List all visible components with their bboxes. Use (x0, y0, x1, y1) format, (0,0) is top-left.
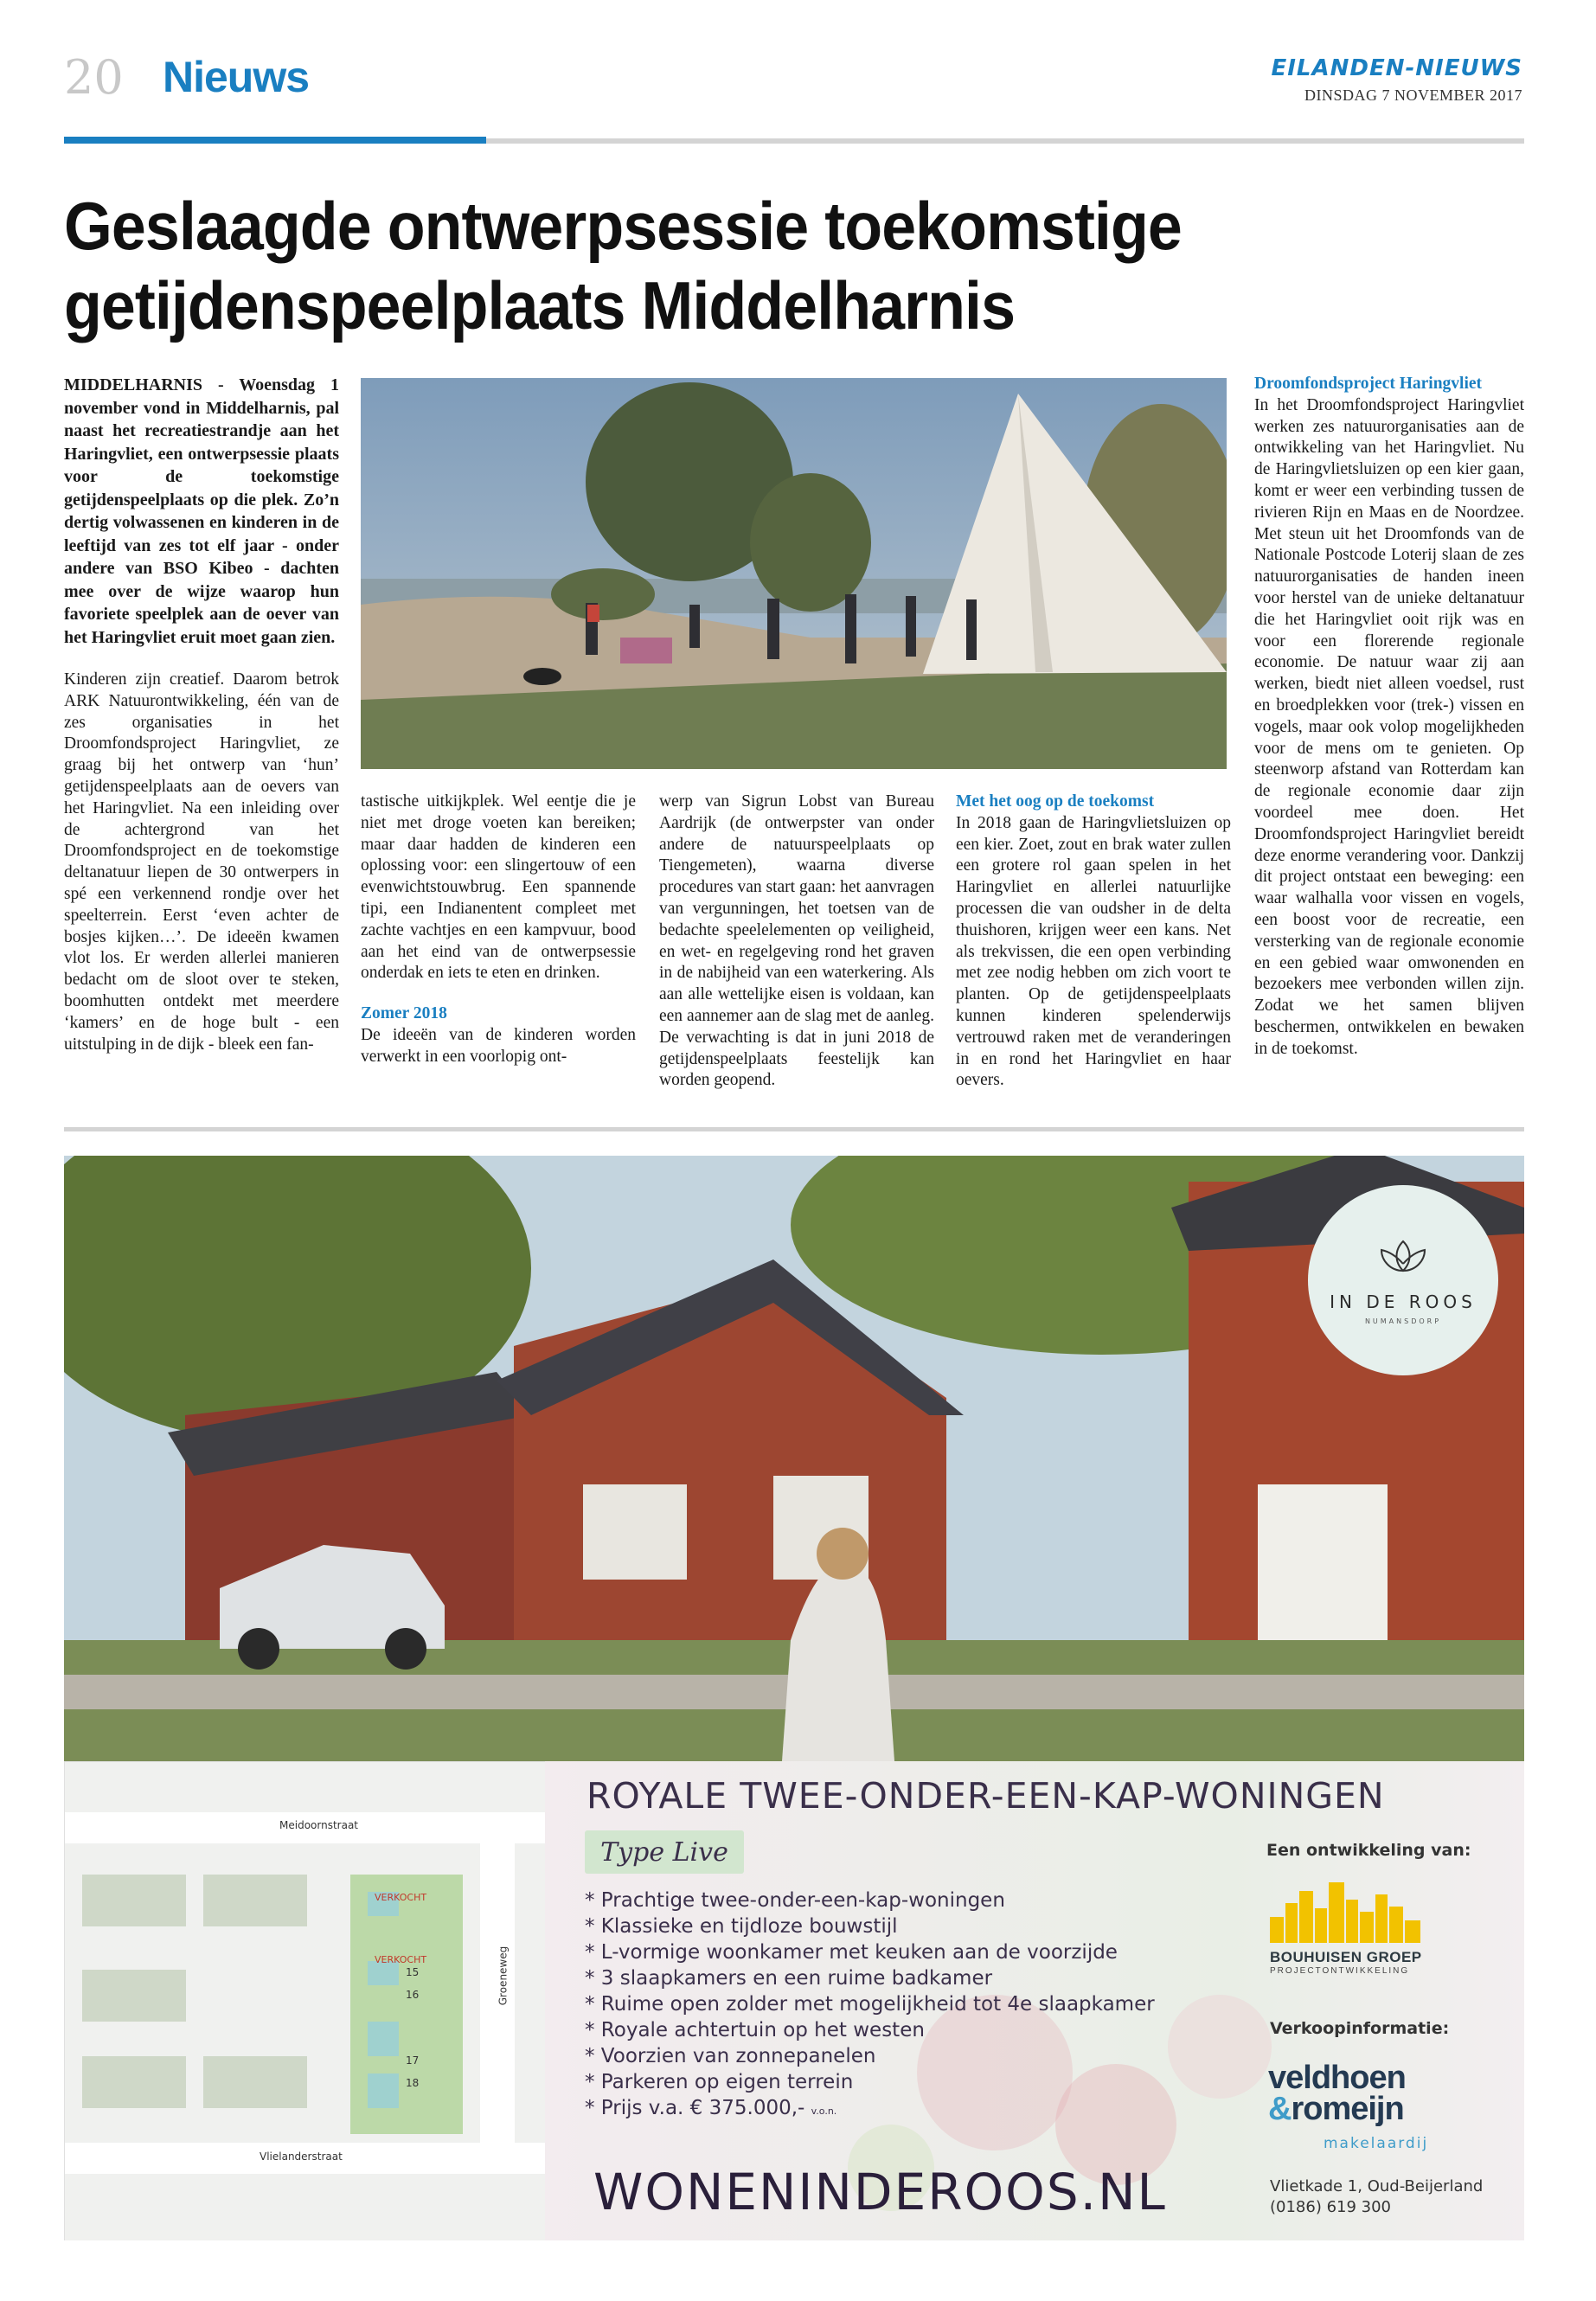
header-rule (486, 138, 1524, 144)
price: * Prijs v.a. € 375.000,- (585, 2097, 811, 2119)
logo-title: IN DE ROOS (1330, 1291, 1477, 1312)
veldhoen-romeijn-logo (1268, 2062, 1406, 2125)
page-number: 20 (64, 50, 124, 105)
price-suffix: v.o.n. (811, 2106, 837, 2117)
logo-subtitle: NUMANSDORP (1364, 1317, 1442, 1325)
site-plan-map (64, 1761, 545, 2240)
column-5-text: In het Droomfondsproject Haringvliet werken zes natuurorganisaties aan de ontwikkeling van het Haringvliet. Nu de Haringvlietsluizen op een kier gaan, komt er weer een verbinding tussen de rivieren Rijn en Maas en de Noordzee. Met steun uit het Droomfonds van de Nationale Postcode Loterij slaan de zes natuurorganisaties de handen ineen voor herstel van de unieke deltanatuur die het Haringvliet ooit rijk was en voor een florerende regionale economie. De natuur waar zij aan werken, biedt niet alleen voedsel, rust en broedplekken voor (trek-) vissen en vogels, maar ook volop mogelijkheden voor de mens om te genieten. Op steenworp afstand van Rotterdam kan de regionale economie daar zijn voordeel mee doen. Het Droomfondsproject Haringvliet bereidt deze enorme verandering voor. Dankzij dit project ontstaat een beweging: een waar walhalla voor vissen en vogels, een boost voor de recreatie, een versterking van de regionale economie en een gebied waar omwonenden en bezoekers mee verbonden willen zijn. Zodat we het samen blijven beschermen, ontwikkelen en bewaken in de toekomst. (1254, 395, 1524, 1058)
article-photo (361, 378, 1227, 769)
issue-date: DINSDAG 7 NOVEMBER 2017 (1304, 87, 1522, 104)
feature-item: * L-vormige woonkamer met keuken aan de voorzijde (585, 1941, 1118, 1964)
street-vlielanderstraat: Vlielanderstraat (260, 2150, 343, 2163)
section-title: Nieuws (163, 53, 310, 101)
feature-list (585, 1888, 1155, 2125)
agent-address: Vlietkade 1, Oud-Beijerland (1270, 2177, 1484, 2195)
bouwhuizen-logo (1270, 1882, 1434, 1976)
agent-subtitle: makelaardij (1324, 2135, 1429, 2152)
developer-subtitle: PROJECTONTWIKKELING (1270, 1966, 1410, 1976)
article-headline (64, 186, 1385, 345)
street-meidoornstraat: Meidoornstraat (279, 1819, 359, 1831)
column-1-text: Kinderen zijn creatief. Daarom betrok ARK Natuurontwikkeling, één van de zes organisaties in het Droomfondsproject Haringvliet, ze graag bij het ontwerp van ‘hun’ getijdenspeelplaats aan de oevers van het Haringvliet. Na een inleiding over de achtergrond van het Droomfondsproject en de toekomstige deltanatuur liepen de 30 ontwerpers in spé een verkennend rondje over het speelterrein. Eerst ‘even achter de bosjes kijken…’. De ideeën kwamen vlot los. Er werden allerlei manieren bedacht om de sloot over te steken, boomhutten ontdekt met meerdere ‘kamers’ en de hoge bult - een uitstulping in de dijk - bleek een fan- (64, 670, 339, 1054)
price-line (585, 2095, 1155, 2125)
ad-house-rendering (64, 1156, 1524, 1761)
website-url[interactable]: WONENINDEROOS.NL (593, 2163, 1167, 2221)
header-rule-accent (64, 137, 486, 144)
column-3-text: werp van Sigrun Lobst van Bureau Aardrijk (de ontwerpster van onder andere de natuurspeelplaats op Tiengemeten), waarna diverse procedures van start gaan: het aanvragen van vergunningen, het toetsen van de bedachte speelelementen op veiligheid, en wet- en regelgeving rond het graven in de nabijheid van een waterkering. Als aan alle wettelijke eisen is voldaan, kan een aannemer aan de slag met de aanleg. De verwachting is dat in juni 2018 de getijdenspeelplaats feestelijk kan worden geopend. (659, 792, 934, 1090)
street-groeneweg: Groeneweg (497, 1945, 510, 2006)
agent-name-2-line (1268, 2093, 1406, 2125)
article-column-1 (64, 374, 339, 1055)
house-rendering-image (64, 1156, 1524, 1761)
article-column-2 (361, 792, 636, 1068)
feature-item: * Klassieke en tijdloze bouwstijl (585, 1915, 898, 1938)
developer-name: BOUHUISEN GROEP (1270, 1949, 1422, 1965)
developer-label: Een ontwikkeling van: (1266, 1841, 1471, 1860)
ad-details (64, 1761, 1524, 2240)
agent-ampersand: & (1268, 2091, 1292, 2127)
site-plan-drawing (65, 1762, 546, 2240)
article-column-5 (1254, 374, 1524, 1061)
agent-name-1: veldhoen (1268, 2060, 1406, 2096)
article-lead: MIDDELHARNIS - Woensdag 1 november vond in Middelharnis, pal naast het recreatiestrandje aan het Haringvliet, een ontwerpsessie plaats voor de toekomstige getijdenspeelplaats op die plek. Zo’n dertig volwassenen en kinderen in de leeftijd van zes tot elf jaar - onder andere van BSO Kibeo - dachten mee over de wijze waarop hun favoriete speelplek aan de oever van het Haringvliet eruit moet gaan zien. (64, 375, 339, 647)
sales-info-label: Verkoopinformatie: (1270, 2019, 1450, 2038)
sold-label-1: VERKOCHT (375, 1892, 427, 1903)
subhead-droomfonds: Droomfondsproject Haringvliet (1254, 375, 1483, 393)
type-live-badge: Type Live (585, 1830, 744, 1874)
article-column-3 (659, 792, 934, 1092)
feature-item: * Voorzien van zonnepanelen (585, 2045, 876, 2067)
lot-16: 16 (406, 1989, 420, 2001)
feature-item: * Prachtige twee-onder-een-kap-woningen (585, 1889, 1005, 1912)
ad-title: ROYALE TWEE-ONDER-EEN-KAP-WONINGEN (586, 1775, 1385, 1817)
column-2-text: tastische uitkijkplek. Wel eentje die je niet met droge voeten kan bereiken; maar daar hadden de kinderen een oplossing voor: een slingertouw of een evenwichtstouwbrug. Een spannende tipi, een Indianentent compleet met zachte vachtjes en een kampvuur, bood aan het eind van de ontwerpsessie onderdak en iets te eten en drinken. (361, 792, 636, 983)
column-2-text-2: De ideeën van de kinderen worden verwerkt in een voorlopig ont- (361, 1025, 636, 1066)
feature-item: * Parkeren op eigen terrein (585, 2071, 854, 2093)
headline-line-2: getijdenspeelplaats Middelharnis (64, 267, 1016, 343)
subhead-zomer-2018: Zomer 2018 (361, 1004, 447, 1023)
headline-line-1: Geslaagde ontwerpsessie toekomstige (64, 188, 1182, 264)
feature-item: * 3 slaapkamers en een ruime badkamer (585, 1967, 993, 1990)
beach-teepee-photo (361, 378, 1227, 769)
lot-18: 18 (406, 2077, 420, 2089)
masthead-logo: EILANDEN-NIEUWS (1271, 55, 1522, 81)
subhead-toekomst: Met het oog op de toekomst (956, 792, 1155, 811)
ad-info-panel (545, 1761, 1524, 2240)
feature-item: * Royale achtertuin op het westen (585, 2019, 925, 2041)
section-divider (64, 1127, 1524, 1131)
sold-label-2: VERKOCHT (375, 1954, 427, 1965)
lot-17: 17 (406, 2054, 420, 2067)
article-column-4 (956, 792, 1231, 1092)
agent-name-2: romeijn (1291, 2091, 1404, 2127)
lot-15: 15 (406, 1966, 420, 1978)
in-de-roos-logo (1308, 1185, 1498, 1375)
column-4-text: In 2018 gaan de Haringvlietsluizen op een kier. Zoet, zout en brak water zullen een grotere rol gaan spelen in het Haringvliet en allerlei natuurlijke processen die van oudsher in de delta thuishoren, krijgen weer een kans. Net als trekvissen, die een open verbinding met zee nodig hebben om zich voort te planten. Op de getijdenspeelplaats kunnen kinderen spelenderwijs vertrouwd raken met de veranderingen in en rond het Haringvliet en haar oevers. (956, 813, 1231, 1090)
agent-contact (1270, 2176, 1483, 2218)
skyline-icon (1270, 1882, 1426, 1943)
rose-icon (1373, 1236, 1433, 1279)
feature-item: * Ruime open zolder met mogelijkheid tot 4e slaapkamer (585, 1993, 1155, 2016)
agent-phone: (0186) 619 300 (1270, 2198, 1392, 2216)
